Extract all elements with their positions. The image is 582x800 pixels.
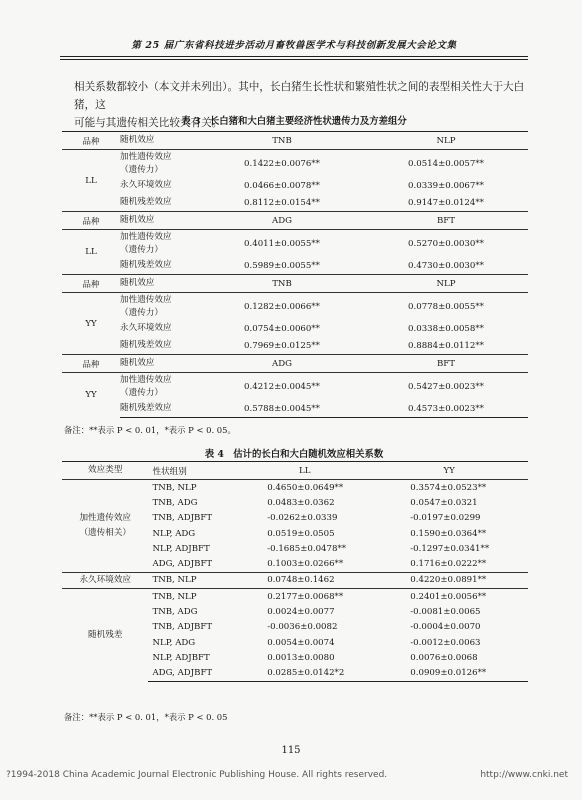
table3-value-cell: 0.5270±0.0030** xyxy=(408,238,484,249)
table4-value-cell: -0.0262±0.0339 xyxy=(267,513,338,524)
table3-breed-cell: YY xyxy=(85,390,97,401)
table3-value-cell: 0.7969±0.0125** xyxy=(244,340,320,351)
table4-value-cell: 0.0748±0.1462 xyxy=(239,572,370,588)
table4-header-row xyxy=(62,462,528,480)
table4-value-cell: 0.0054±0.0074 xyxy=(267,637,335,648)
table3-value-cell: 0.5989±0.0055** xyxy=(244,260,320,271)
table3-header-cell: TNB xyxy=(200,132,364,150)
table4-trait-cell: NLP, ADG xyxy=(152,637,196,648)
table4-value-cell: 0.0519±0.0505 xyxy=(267,528,335,539)
table4-value-cell: 0.1716±0.0222** xyxy=(410,559,487,570)
table4-trait-cell: NLP, ADJBFT xyxy=(152,543,210,554)
table3-note: 备注：**表示 P < 0. 01，*表示 P < 0. 05。 xyxy=(64,425,236,435)
table3-row xyxy=(62,177,528,194)
table3-header-cell: 品种 xyxy=(62,132,120,150)
table4-trait-cell: TNB, ADG xyxy=(152,607,198,618)
table3-effect-cell: 随机残差效应 xyxy=(120,340,172,350)
table4-row xyxy=(62,572,528,588)
table4-value-cell: -0.1297±0.0341** xyxy=(410,543,490,554)
table4-header-cell: 效应类型 xyxy=(62,462,148,480)
table3-header-cell: NLP xyxy=(364,132,528,150)
table3-effect-cell: 加性遗传效应 （遗传力） xyxy=(120,231,172,255)
table4-value-cell: -0.1685±0.0478** xyxy=(267,543,347,554)
paragraph-line-2: 可能与其遗传相关比较大有关。 xyxy=(74,117,223,129)
table3-header-cell: 随机效应 xyxy=(120,355,200,373)
table3-row xyxy=(62,257,528,275)
table4-row xyxy=(62,589,528,605)
table3-header-cell: NLP xyxy=(364,275,528,293)
table3-header-row xyxy=(62,132,528,150)
table4-trait-cell: TNB, ADJBFT xyxy=(152,622,213,633)
table3-value-cell: 0.8112±0.0154** xyxy=(244,197,320,208)
table4-trait-cell: ADG, ADJBFT xyxy=(152,559,213,570)
table4-type-cell: 随机残差 xyxy=(62,589,148,682)
table3-value-cell: 0.5427±0.0023** xyxy=(408,381,484,392)
table3-row xyxy=(62,337,528,355)
table4-header-cell: 性状组别 xyxy=(148,462,239,480)
paragraph-line-1: 相关系数都较小（本文并未列出）。其中，长白猪生长性状和繁殖性状之间的表型相关性大于大白猪，这 xyxy=(74,81,525,111)
table4-trait-cell: TNB, NLP xyxy=(152,482,197,493)
table4-value-cell: 0.0076±0.0068 xyxy=(410,652,478,663)
table4-value-cell: 0.0547±0.0321 xyxy=(410,497,478,508)
table4-trait-cell: TNB, NLP xyxy=(148,589,239,605)
table4-value-cell: 0.0483±0.0362 xyxy=(267,497,335,508)
table4-trait-cell: NLP, ADG xyxy=(152,528,196,539)
table3-value-cell: 0.0778±0.0055** xyxy=(408,301,484,312)
table4-value-cell: -0.0004±0.0070 xyxy=(410,622,481,633)
table3-value-cell: 0.4212±0.0045** xyxy=(244,381,320,392)
table3-effect-cell: 随机残差效应 xyxy=(120,197,172,207)
header-rule-thick xyxy=(60,56,528,57)
table3-header-cell: 品种 xyxy=(62,275,120,293)
table3-breed-cell: YY xyxy=(85,318,97,329)
table3-header-cell: BFT xyxy=(364,212,528,230)
table4-value-cell: 0.0909±0.0126** xyxy=(370,666,528,682)
table3-caption: 表 3 长白猪和大白猪主要经济性状遗传力及方差组分 xyxy=(181,116,407,127)
table3-value-cell: 0.0514±0.0057** xyxy=(408,158,484,169)
table3-row xyxy=(62,320,528,337)
table4-value-cell: 0.0013±0.0080 xyxy=(267,652,335,663)
table4-trait-cell: TNB, NLP xyxy=(148,572,239,588)
footer xyxy=(6,770,576,780)
table3-value-cell: 0.0754±0.0060** xyxy=(244,323,320,334)
table3-value-cell: 0.1282±0.0066** xyxy=(244,301,320,312)
table3-effect-cell: 加性遗传效应 （遗传力） xyxy=(120,151,172,175)
table4-value-cell: 0.1003±0.0266** xyxy=(267,559,344,570)
table4-type-cell: 加性遗传效应 （遗传相关） xyxy=(79,512,132,538)
table4-value-cell: -0.0036±0.0082 xyxy=(267,622,338,633)
table3-value-cell: 0.4573±0.0023** xyxy=(364,400,528,418)
table4-header-cell: LL xyxy=(239,462,370,480)
table3-value-cell: 0.0466±0.0078** xyxy=(244,180,320,191)
table3-header-cell: BFT xyxy=(364,355,528,373)
table3-header-cell: 随机效应 xyxy=(120,212,200,230)
table4 xyxy=(62,461,528,682)
table4-type-cell: 永久环境效应 xyxy=(62,572,148,588)
table3-effect-cell: 加性遗传效应 （遗传力） xyxy=(120,294,172,318)
table4-value-cell: -0.0012±0.0063 xyxy=(410,637,481,648)
table4-value-cell: 0.4220±0.0891** xyxy=(370,572,528,588)
table3-effect-cell: 永久环境效应 xyxy=(120,323,172,333)
table3-effect-cell: 永久环境效应 xyxy=(120,180,172,190)
table4-value-cell: 0.3574±0.0523** xyxy=(410,482,487,493)
table4-trait-cell: TNB, ADJBFT xyxy=(152,513,213,524)
table4-caption: 表 4 估计的长白和大白随机效应相关系数 xyxy=(204,449,384,460)
table3-value-cell: 0.5788±0.0045** xyxy=(200,400,364,418)
table3-effect-cell: 随机残差效应 xyxy=(120,400,200,418)
page-number: 115 xyxy=(281,745,301,756)
table4-trait-cell: NLP, ADJBFT xyxy=(152,652,210,663)
table3-header-cell: 随机效应 xyxy=(120,132,200,150)
table3-value-cell: 0.4730±0.0030** xyxy=(408,260,484,271)
table3-value-cell: 0.1422±0.0076** xyxy=(244,158,320,169)
table4-value-cell: -0.0081±0.0065 xyxy=(410,607,481,618)
table4-header-cell: YY xyxy=(370,462,528,480)
table3-row xyxy=(62,230,528,258)
table4-trait-cell: ADG, ADJBFT xyxy=(148,666,239,682)
table4-row xyxy=(62,480,528,496)
table4-trait-cell: TNB, ADG xyxy=(152,497,198,508)
table3-header-cell: ADG xyxy=(200,355,364,373)
table4-value-cell: -0.0197±0.0299 xyxy=(410,513,481,524)
table3-value-cell: 0.4011±0.0055** xyxy=(244,238,320,249)
table3-value-cell: 0.0338±0.0058** xyxy=(408,323,484,334)
table3-row xyxy=(62,194,528,212)
table3-breed-cell: LL xyxy=(85,175,97,186)
table3-effect-cell: 加性遗传效应 （遗传力） xyxy=(120,374,172,398)
table3-row xyxy=(62,150,528,178)
table3-row xyxy=(62,373,528,401)
table3-value-cell: 0.8884±0.0112** xyxy=(408,340,484,351)
running-header: 第 25 届广东省科技进步活动月畜牧兽医学术与科技创新发展大会论文集 xyxy=(131,40,457,51)
table3-header-row xyxy=(62,275,528,293)
table4-value-cell: 0.2177±0.0068** xyxy=(239,589,370,605)
table4-value-cell: 0.1590±0.0364** xyxy=(410,528,487,539)
table3-header-cell: TNB xyxy=(200,275,364,293)
table4-note: 备注：**表示 P < 0. 01，*表示 P < 0. 05 xyxy=(64,712,228,722)
table3 xyxy=(62,131,528,418)
table4-value-cell: 0.2401±0.0056** xyxy=(370,589,528,605)
table4-value-cell: 0.0285±0.0142*2 xyxy=(239,666,370,682)
table3-row xyxy=(62,400,528,418)
table3-row xyxy=(62,293,528,321)
table3-value-cell: 0.0339±0.0067** xyxy=(408,180,484,191)
footer-url: http://www.cnki.net xyxy=(480,770,568,780)
table3-header-cell: ADG xyxy=(200,212,364,230)
header-rule-thin xyxy=(60,59,528,60)
table3-value-cell: 0.9147±0.0124** xyxy=(408,197,484,208)
table3-breed-cell: LL xyxy=(85,247,97,257)
table3-effect-cell: 随机残差效应 xyxy=(120,260,172,270)
table3-header-cell: 随机效应 xyxy=(120,275,200,293)
footer-copyright: ?1994-2018 China Academic Journal Electronic Publishing House. All rights reserved. xyxy=(6,770,388,780)
table3-header-row xyxy=(62,212,528,230)
table3-header-row xyxy=(62,355,528,373)
table3-header-cell: 品种 xyxy=(62,212,120,230)
table4-value-cell: 0.0024±0.0077 xyxy=(267,607,335,618)
table3-header-cell: 品种 xyxy=(62,355,120,373)
table4-value-cell: 0.4650±0.0649** xyxy=(267,482,344,493)
